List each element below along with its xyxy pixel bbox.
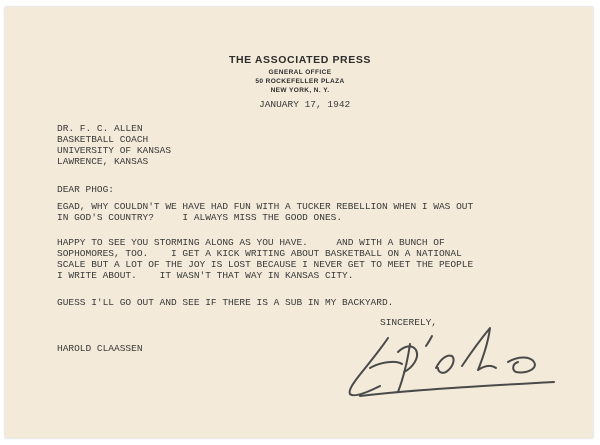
body-line: EGAD, WHY COULDN'T WE HAVE HAD FUN WITH A TUCKER REBELLION WHEN I WAS OUT (57, 201, 474, 212)
letterhead-organization: THE ASSOCIATED PRESS (228, 54, 372, 66)
body-paragraph-2 (57, 237, 473, 281)
recipient-address (57, 123, 171, 167)
handwritten-signature (340, 310, 570, 410)
recipient-line: BASKETBALL COACH (57, 134, 149, 145)
body-paragraph-1 (57, 201, 473, 223)
body-line: HAPPY TO SEE YOU STORMING ALONG AS YOU HAVE. AND WITH A BUNCH OF (57, 237, 445, 248)
letterhead-address: 50 ROCKEFELLER PLAZA (255, 78, 345, 85)
body-line: SOPHOMORES, TOO. I GET A KICK WRITING ABOUT BASKETBALL ON A NATIONAL (57, 248, 462, 259)
body-line: GUESS I'LL GO OUT AND SEE IF THERE IS A SUB IN MY BACKYARD. (57, 297, 394, 308)
body-line: I WRITE ABOUT. IT WASN'T THAT WAY IN KANSAS CITY. (57, 270, 354, 281)
letter-date: JANUARY 17, 1942 (259, 99, 351, 110)
recipient-line: UNIVERSITY OF KANSAS (57, 145, 172, 156)
sender-name: HAROLD CLAASSEN (57, 343, 143, 354)
closing: SINCERELY, (380, 317, 438, 328)
letterhead-office: GENERAL OFFICE (268, 69, 332, 76)
recipient-line: DR. F. C. ALLEN (57, 123, 143, 134)
body-paragraph-3 (57, 297, 393, 308)
letterhead-city: NEW YORK, N. Y. (270, 87, 330, 94)
body-line: SCALE BUT A LOT OF THE JOY IS LOST BECAUSE I NEVER GET TO MEET THE PEOPLE (57, 259, 474, 270)
body-line: IN GOD'S COUNTRY? I ALWAYS MISS THE GOOD ONES. (57, 212, 343, 223)
recipient-line: LAWRENCE, KANSAS (57, 156, 149, 167)
salutation: DEAR PHOG: (57, 184, 115, 195)
